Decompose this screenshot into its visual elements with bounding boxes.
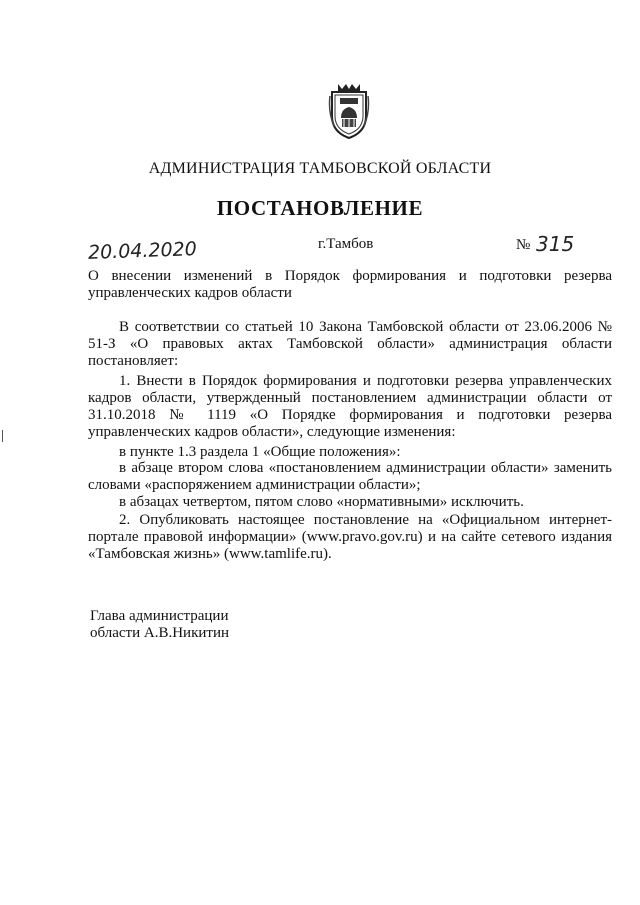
document-date: 20.04.2020: [87, 238, 198, 264]
document-city: г.Тамбов: [318, 236, 374, 252]
preamble-paragraph: В соответствии со статьей 10 Закона Тамбовской области от 23.06.2006 № 51-З «О правовых актах Тамбовской области» администрация области постановляет:: [88, 319, 612, 369]
document-number: 315: [536, 232, 575, 256]
item-1-subpoint-a: в абзаце втором слова «постановлением администрации области» заменить словами «распоряжением администрации области»;: [88, 460, 612, 493]
organization-title: АДМИНИСТРАЦИЯ ТАМБОВСКОЙ ОБЛАСТИ: [148, 160, 492, 177]
margin-mark: [2, 430, 3, 442]
item-1-subpoint-b: в абзацах четвертом, пятом слово «нормативными» исключить.: [119, 494, 524, 510]
item-1-paragraph: 1. Внести в Порядок формирования и подготовки резерва управленческих кадров области, утвержденный постановлением администрации области от 31.10.2018 № 1119 «О Порядке формирования и подготовки резерва управленческих кадров области», следующие изменения:: [88, 373, 612, 440]
signature-block: [90, 608, 229, 642]
number-sign: №: [516, 237, 531, 253]
coat-of-arms-icon: [328, 82, 370, 140]
item-2-paragraph: 2. Опубликовать настоящее постановление на «Официальном интернет-портале правовой информации» (www.pravo.gov.ru) и на сайте сетевого издания «Тамбовская жизнь» (www.tamlife.ru).: [88, 512, 612, 562]
document-type: ПОСТАНОВЛЕНИЕ: [216, 196, 424, 220]
signature-position: Глава администрации: [90, 608, 229, 624]
item-1-subpoint: в пункте 1.3 раздела 1 «Общие положения»:: [119, 444, 401, 460]
signature-name: области А.В.Никитин: [90, 625, 230, 641]
document-title: О внесении изменений в Порядок формирования и подготовки резерва управленческих кадров области: [88, 268, 612, 301]
